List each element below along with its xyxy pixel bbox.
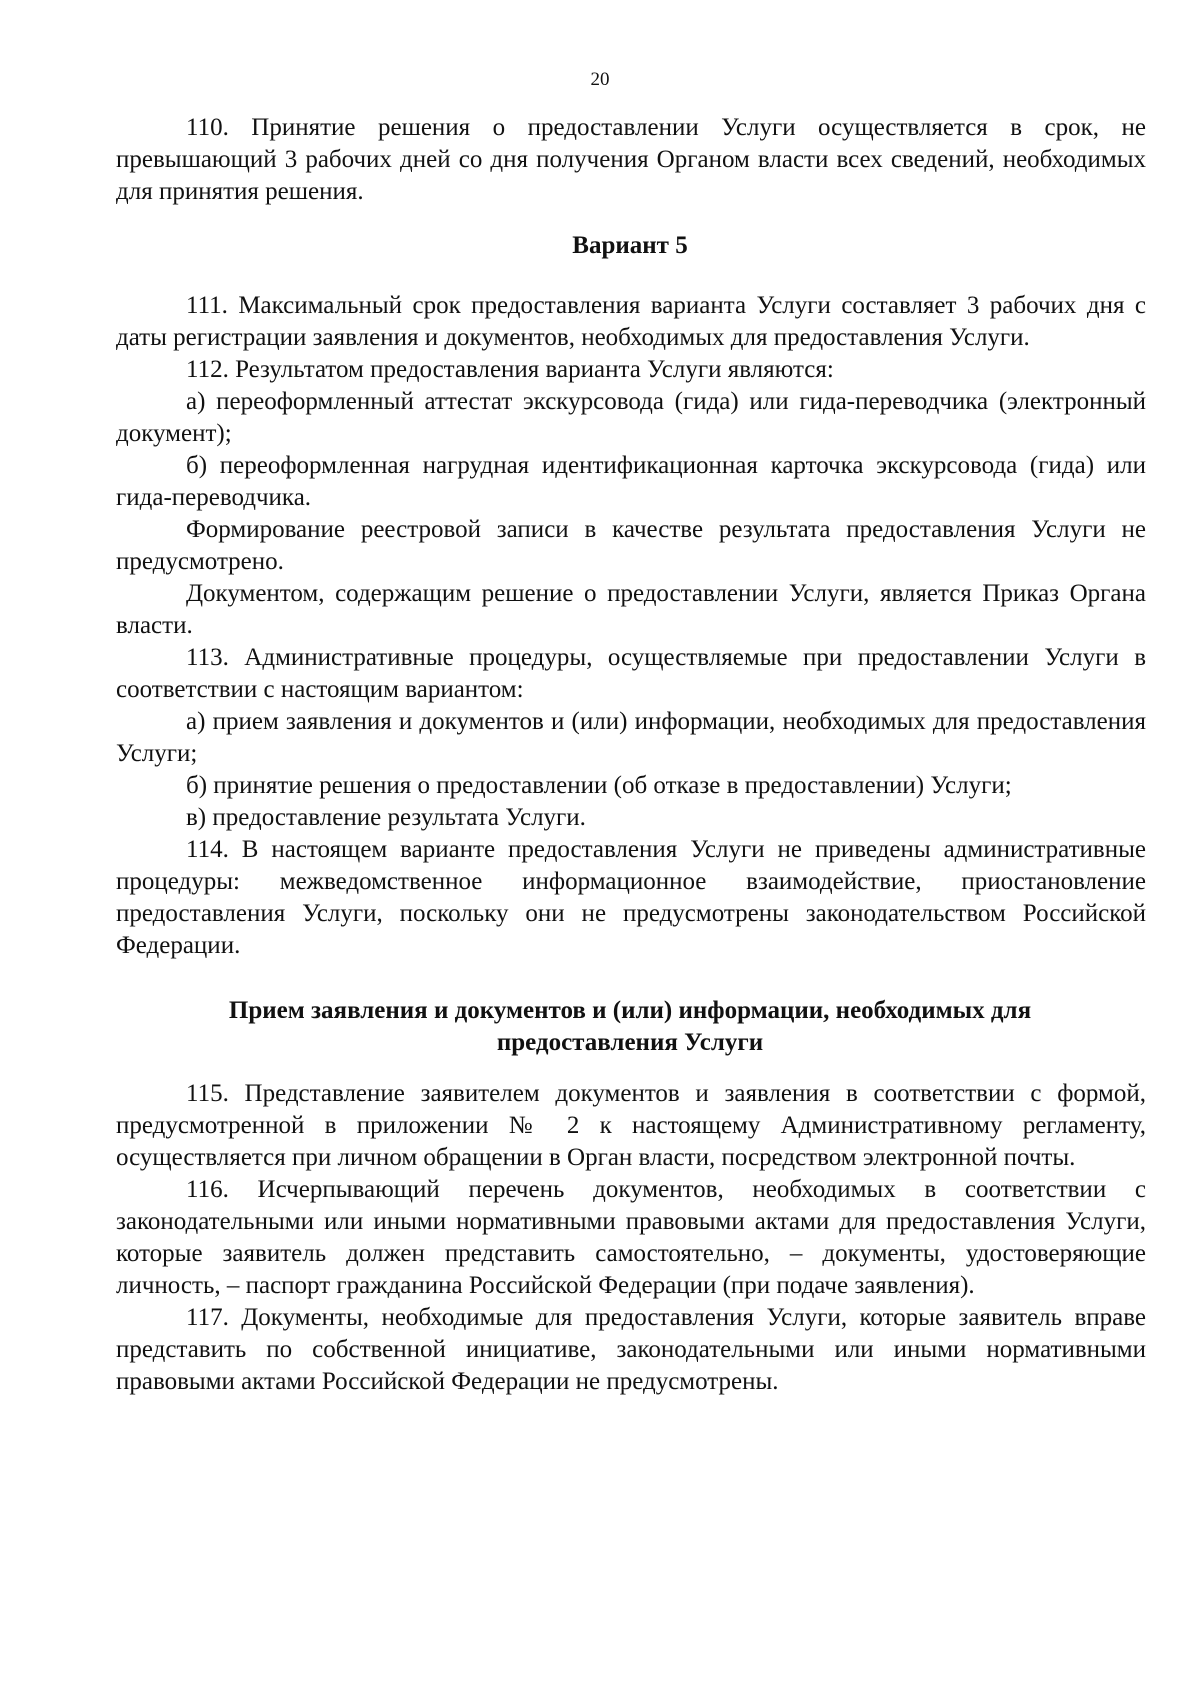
paragraph-registry: Формирование реестровой записи в качестве результата предоставления Услуги не предусмотрено.: [116, 516, 1146, 575]
variant-heading: Вариант 5: [572, 232, 688, 259]
paragraph-114: 114. В настоящем варианте предоставления Услуги не приведены административные процедуры: межведомственное информационное взаимодействие, приостановление предоставления Услуги, поскольку они не предусмотрены законодательством Российской Федерации.: [116, 836, 1146, 959]
paragraph-116: 116. Исчерпывающий перечень документов, необходимых в соответствии с законодательными или иными нормативными правовыми актами для предоставления Услуги, которые заявитель должен представить самостоятельно, – документы, удостоверяющие личность, – паспорт гражданина Российской Федерации (при подаче заявления).: [116, 1176, 1146, 1299]
paragraph-113-c: в) предоставление результата Услуги.: [186, 804, 586, 831]
paragraph-decision-document: Документом, содержащим решение о предоставлении Услуги, является Приказ Органа власти.: [116, 580, 1146, 639]
paragraph-111: 111. Максимальный срок предоставления варианта Услуги составляет 3 рабочих дня с даты регистрации заявления и документов, необходимых для предоставления Услуги.: [116, 292, 1146, 351]
paragraph-110-block: [116, 112, 1146, 208]
reception-body: [116, 1078, 1146, 1398]
paragraph-112: 112. Результатом предоставления варианта Услуги являются:: [186, 356, 834, 383]
paragraph-112-b: б) переоформленная нагрудная идентификационная карточка экскурсовода (гида) или гида-переводчика.: [116, 452, 1146, 511]
variant-body: [116, 290, 1146, 962]
paragraph-110: 110. Принятие решения о предоставлении Услуги осуществляется в срок, не превышающий 3 рабочих дней со дня получения Органом власти всех сведений, необходимых для принятия решения.: [116, 114, 1146, 205]
reception-heading-line2: предоставления Услуги: [496, 1029, 764, 1056]
paragraph-112-a: а) переоформленный аттестат экскурсовода (гида) или гида-переводчика (электронный документ);: [116, 388, 1146, 447]
paragraph-113: 113. Административные процедуры, осуществляемые при предоставлении Услуги в соответствии с настоящим вариантом:: [116, 644, 1146, 703]
paragraph-113-a: а) прием заявления и документов и (или) информации, необходимых для предоставления Услуги;: [116, 708, 1146, 767]
variant-heading-block: [160, 230, 1100, 262]
paragraph-115: 115. Представление заявителем документов и заявления в соответствии с формой, предусмотренной в приложении № 2 к настоящему Административному регламенту, осуществляется при личном обращении в Орган власти, посредством электронной почты.: [116, 1080, 1146, 1171]
reception-heading-block: [160, 995, 1100, 1059]
reception-heading-line1: Прием заявления и документов и (или) информации, необходимых для: [228, 997, 1032, 1024]
page-number: 20: [590, 69, 610, 90]
paragraph-117: 117. Документы, необходимые для предоставления Услуги, которые заявитель вправе представить по собственной инициативе, законодательными или иными нормативными правовыми актами Российской Федерации не предусмотрены.: [116, 1304, 1146, 1395]
paragraph-113-b: б) принятие решения о предоставлении (об отказе в предоставлении) Услуги;: [186, 772, 1012, 799]
